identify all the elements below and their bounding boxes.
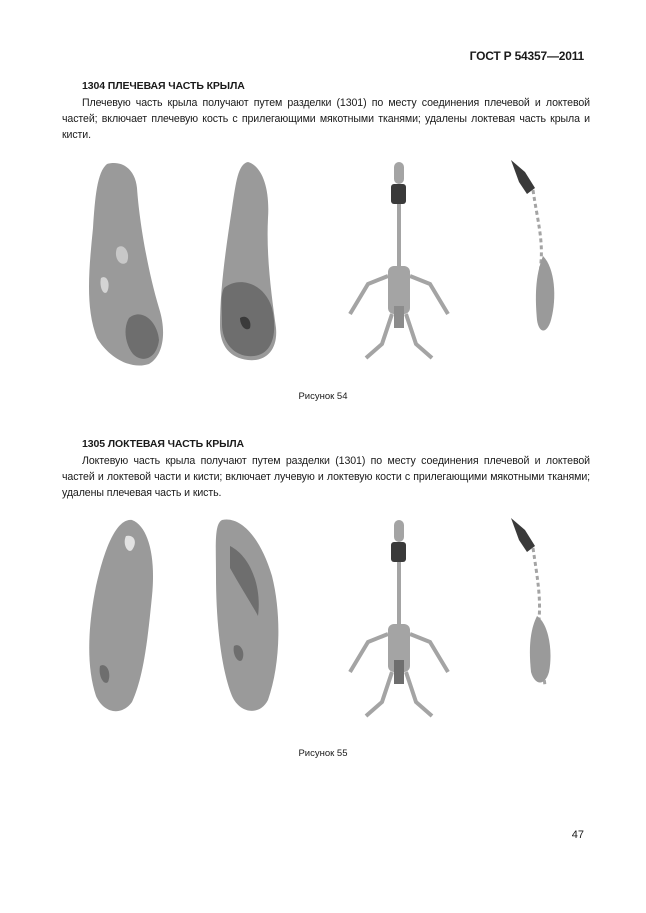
section-text: Плечевую часть крыла получают путем разделки (1301) по месту соединения плечевой и локтевой частей; включает плечевую кость с прилегающими мякотными тканями; удалены локтевая часть крыла и кисти.	[62, 97, 590, 141]
figure-caption: Рисунок 55	[298, 748, 348, 759]
skeleton-highlight-forearm	[342, 516, 462, 728]
figure-caption: Рисунок 54	[298, 391, 348, 402]
wing-highlight-humerus	[507, 158, 567, 370]
section-heading: 1304 ПЛЕЧЕВАЯ ЧАСТЬ КРЫЛА	[82, 80, 245, 92]
section-1305	[62, 438, 590, 501]
skeleton-highlight-humerus	[342, 158, 462, 370]
shoulder-wing-photo-back	[212, 158, 282, 363]
shoulder-wing-photo-front	[87, 158, 167, 370]
page-number: 47	[571, 829, 584, 841]
figure-54	[62, 158, 590, 373]
wing-highlight-forearm	[507, 516, 567, 716]
section-text: Локтевую часть крыла получают путем разделки (1301) по месту соединения плечевой и локтевой частей и локтевой части и кисти; включает лучевую и локтевую кости с прилегающими мякотными тканями; удалены плечевая часть и кисть.	[62, 455, 590, 499]
section-1304	[62, 80, 590, 143]
forearm-wing-photo-back	[210, 516, 290, 716]
forearm-wing-photo-front	[82, 516, 162, 716]
figure-55	[62, 516, 590, 732]
standard-code: ГОСТ Р 54357—2011	[469, 49, 584, 63]
section-heading: 1305 ЛОКТЕВАЯ ЧАСТЬ КРЫЛА	[82, 438, 245, 450]
